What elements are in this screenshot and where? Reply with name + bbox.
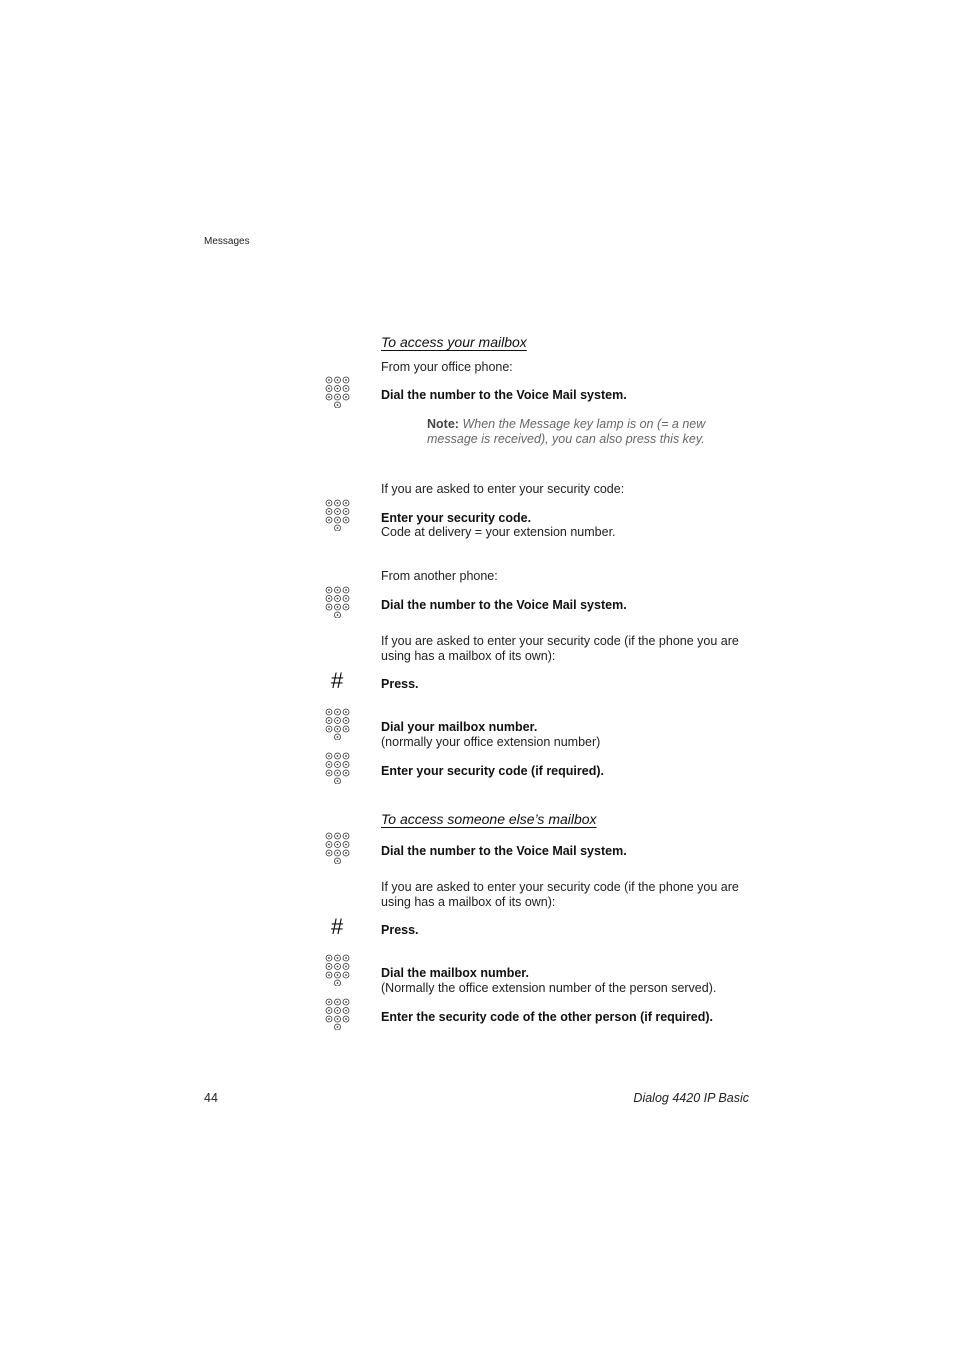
section-heading-own-mailbox: To access your mailbox [381, 334, 527, 350]
hash-key-icon: # [331, 914, 344, 939]
running-header: Messages [204, 236, 250, 247]
instruction-dial-voicemail: Dial the number to the Voice Mail system. [381, 844, 627, 858]
mailbox-hint-text: (Normally the office extension number of the person served). [381, 981, 717, 995]
keypad-icon [325, 586, 351, 618]
if-asked-other-text: If you are asked to enter your security code (if the phone you are using has a mailbox of its own): [381, 634, 739, 663]
instruction-dial-voicemail: Dial the number to the Voice Mail system. [381, 388, 627, 402]
keypad-icon [325, 954, 351, 986]
if-asked-other-text: If you are asked to enter your security code (if the phone you are using has a mailbox of its own): [381, 880, 739, 909]
keypad-icon [325, 499, 351, 531]
keypad-icon [325, 752, 351, 784]
keypad-icon [325, 998, 351, 1030]
instruction-enter-code-other: Enter the security code of the other person (if required). [381, 1010, 713, 1024]
keypad-icon [325, 376, 351, 408]
from-other-text: From another phone: [381, 569, 498, 583]
instruction-dial-mailbox: Dial your mailbox number. [381, 720, 538, 734]
product-name: Dialog 4420 IP Basic [633, 1091, 749, 1105]
keypad-icon [325, 708, 351, 740]
hash-key-icon: # [331, 668, 344, 693]
instruction-press: Press. [381, 677, 419, 691]
code-delivery-text: Code at delivery = your extension number. [381, 525, 616, 539]
note-message-key [427, 417, 757, 447]
mailbox-hint-text: (normally your office extension number) [381, 735, 601, 749]
instruction-enter-code-required: Enter your security code (if required). [381, 764, 604, 778]
from-office-text: From your office phone: [381, 360, 513, 374]
section-heading-other-mailbox: To access someone else’s mailbox [381, 811, 597, 827]
note-label: Note: [427, 417, 459, 431]
instruction-enter-code: Enter your security code. [381, 511, 532, 525]
instruction-dial-mailbox: Dial the mailbox number. [381, 966, 529, 980]
instruction-dial-voicemail: Dial the number to the Voice Mail system. [381, 598, 627, 612]
note-text: When the Message key lamp is on (= a new message is received), you can also press this key. [427, 417, 706, 446]
keypad-icon [325, 832, 351, 864]
page-number: 44 [204, 1091, 218, 1105]
instruction-press: Press. [381, 923, 419, 937]
if-asked-text: If you are asked to enter your security code: [381, 482, 625, 496]
